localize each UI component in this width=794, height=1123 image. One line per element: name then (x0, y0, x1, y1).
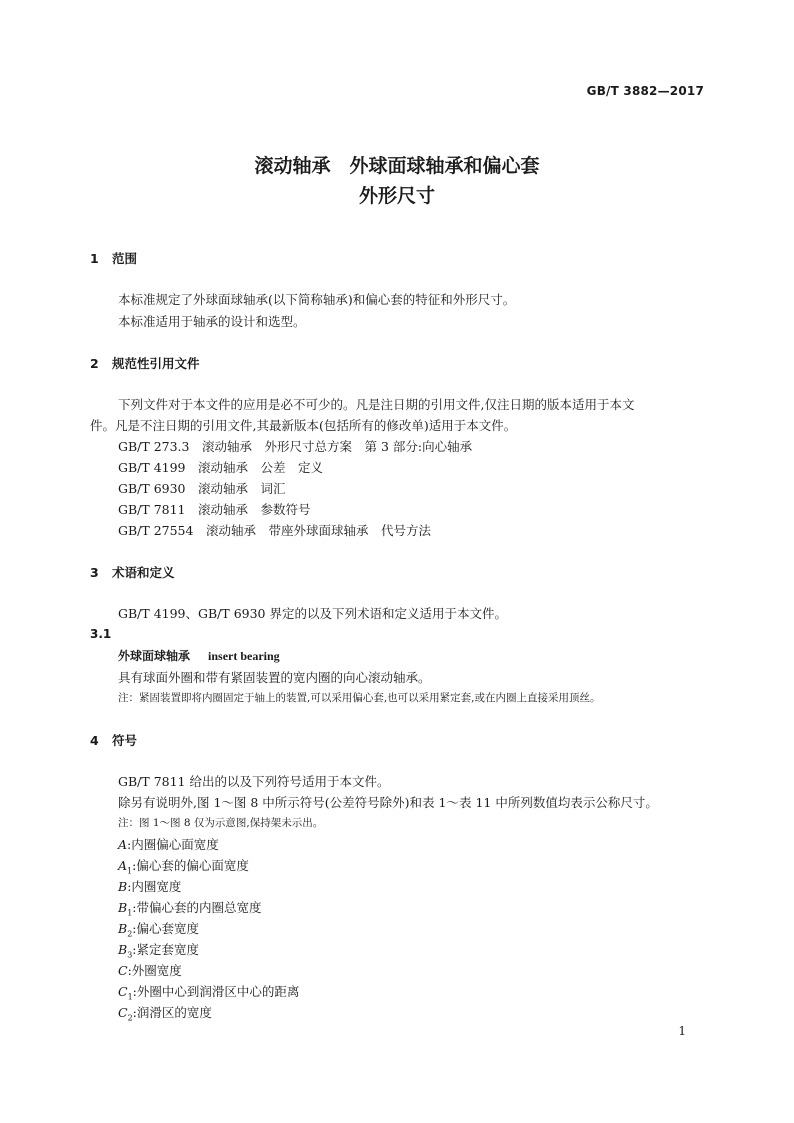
section-title: 术语和定义 (112, 565, 175, 580)
reference-item: GB/T 27554 滚动轴承 带座外球面球轴承 代号方法 (118, 523, 431, 538)
section-title: 范围 (112, 251, 138, 266)
term-chinese: 外球面球轴承 (118, 649, 191, 663)
paragraph: 除另有说明外,图 1～图 8 中所示符号(公差符号除外)和表 1～表 11 中所列数值均表示公称尺寸。 (118, 795, 658, 810)
standard-code: GB/T 3882—2017 (586, 84, 704, 98)
section-heading-3 (90, 563, 175, 581)
section-number: 2 (90, 356, 99, 371)
section-number: 4 (90, 733, 99, 748)
paragraph: 本标准适用于轴承的设计和选型。 (118, 314, 306, 329)
section-heading-1 (90, 249, 137, 267)
symbol-item: $A_1$:偏心套的偏心面宽度 (118, 858, 249, 876)
section-heading-2 (90, 354, 200, 372)
term-english: insert bearing (208, 649, 280, 663)
section-heading-4 (90, 731, 137, 749)
symbol-item: $C_2$:润滑区的宽度 (118, 1005, 212, 1023)
note: 注：图 1～图 8 仅为示意图,保持架未示出。 (118, 817, 324, 829)
symbol-item: A:内圈偏心面宽度 (118, 837, 219, 852)
symbol-item: $B_3$:紧定套宽度 (118, 942, 199, 960)
symbol-item: B:内圈宽度 (118, 879, 182, 894)
paragraph: GB/T 7811 给出的以及下列符号适用于本文件。 (118, 774, 390, 789)
reference-item: GB/T 4199 滚动轴承 公差 定义 (118, 460, 324, 475)
reference-item: GB/T 7811 滚动轴承 参数符号 (118, 502, 311, 517)
paragraph-line: 下列文件对于本文件的应用是必不可少的。凡是注日期的引用文件,仅注日期的版本适用于本文 (118, 397, 635, 412)
reference-item: GB/T 273.3 滚动轴承 外形尺寸总方案 第 3 部分:向心轴承 (118, 439, 473, 454)
symbol-item: $C_1$:外圈中心到润滑区中心的距离 (118, 984, 300, 1002)
paragraph-line: 件。凡是不注日期的引用文件,其最新版本(包括所有的修改单)适用于本文件。 (90, 418, 517, 433)
document-subtitle: 外形尺寸 (358, 185, 435, 207)
subsection-number: 3.1 (90, 627, 112, 641)
section-title: 规范性引用文件 (112, 356, 200, 371)
note: 注：紧固装置即将内圈固定于轴上的装置,可以采用偏心套,也可以采用紧定套,或在内圈上直接采用顶丝。 (118, 692, 601, 704)
section-number: 1 (90, 251, 99, 266)
term-entry (118, 647, 280, 664)
document-title: 滚动轴承 外球面球轴承和偏心套 (254, 155, 540, 177)
symbol-item: $B_1$:带偏心套的内圈总宽度 (118, 900, 262, 918)
page-number: 1 (678, 1024, 686, 1038)
section-title: 符号 (112, 733, 138, 748)
paragraph: GB/T 4199、GB/T 6930 界定的以及下列术语和定义适用于本文件。 (118, 606, 507, 621)
symbol-item: $B_2$:偏心套宽度 (118, 921, 199, 939)
paragraph: 本标准规定了外球面球轴承(以下简称轴承)和偏心套的特征和外形尺寸。 (118, 292, 516, 307)
reference-item: GB/T 6930 滚动轴承 词汇 (118, 481, 286, 496)
section-number: 3 (90, 565, 99, 580)
symbol-item: C:外圈宽度 (118, 963, 182, 978)
term-definition: 具有球面外圈和带有紧固装置的宽内圈的向心滚动轴承。 (118, 670, 431, 685)
